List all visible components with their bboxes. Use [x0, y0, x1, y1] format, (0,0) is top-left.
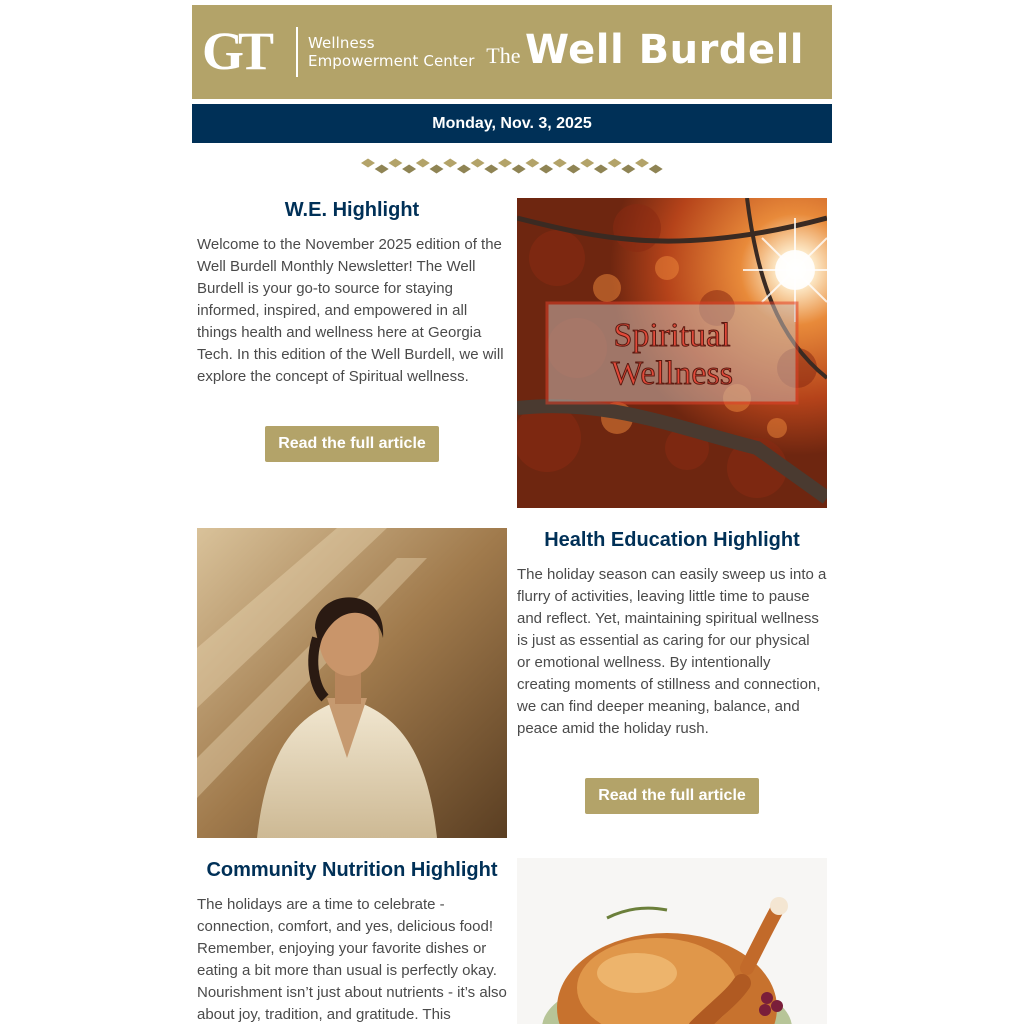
- health-education-section: [192, 528, 832, 838]
- diamond-shape: [430, 165, 444, 174]
- dept-name-line1: Wellness: [308, 34, 375, 52]
- spiritual-wellness-image[interactable]: [517, 198, 827, 508]
- title-prefix: The: [486, 43, 521, 68]
- diamond-shape: [553, 159, 567, 168]
- diamond-shape: [375, 165, 389, 174]
- diamond-shape: [580, 159, 594, 168]
- we-highlight-section: [192, 198, 832, 508]
- diamond-shape: [635, 159, 649, 168]
- diamond-shape: [539, 165, 553, 174]
- diamond-shape: [498, 159, 512, 168]
- diamond-shape: [471, 159, 485, 168]
- diamond-shape: [512, 165, 526, 174]
- diamond-shape: [594, 165, 608, 174]
- image-caption-line2: Wellness: [611, 355, 733, 392]
- svg-text:GT: GT: [202, 25, 269, 79]
- diamond-shape: [567, 165, 581, 174]
- gt-logo: [202, 25, 286, 79]
- diamond-shape: [443, 159, 457, 168]
- image-caption-line1: Spiritual: [613, 317, 731, 354]
- section-body: The holiday season can easily sweep us into a flurry of activities, leaving little time to pause and reflect. Yet, maintaining spiritual wellness is just as essential as caring for our physical or emotional wellness. By intentionally creating moments of stillness and connection, we can find deeper meaning, balance, and peace amid the holiday rush.: [517, 566, 827, 737]
- diamond-shape: [608, 159, 622, 168]
- diamond-shape: [361, 159, 375, 168]
- diamond-divider-icon: [361, 157, 663, 175]
- we-highlight-text: [197, 198, 507, 462]
- date-bar: Monday, Nov. 3, 2025: [192, 104, 832, 143]
- roast-turkey-image[interactable]: [517, 858, 827, 1024]
- newsletter: [192, 5, 832, 175]
- woman-photo: [197, 528, 507, 838]
- turkey-illustration: [517, 858, 827, 1024]
- section-body: The holidays are a time to celebrate - connection, comfort, and yes, delicious food! Remember, enjoying your favorite dishes or eating a bit more than usual is perfectly okay. Nourishment isn’t just about nutrients - it’s also about joy, tradition, and gratitude. This: [197, 896, 507, 1023]
- header-banner: [192, 5, 832, 99]
- section-heading: Health Education Highlight: [544, 529, 800, 551]
- header-divider: [296, 27, 298, 77]
- section-heading: W.E. Highlight: [284, 199, 420, 221]
- diamond-shape: [484, 165, 498, 174]
- community-nutrition-text: [197, 858, 507, 1024]
- meditating-woman-image[interactable]: [197, 528, 507, 838]
- diamond-shape: [525, 159, 539, 168]
- diamond-shape: [388, 159, 402, 168]
- dept-name-line2: Empowerment Center: [308, 52, 475, 70]
- title-name: Well Burdell: [524, 27, 804, 73]
- read-full-article-button[interactable]: Read the full article: [265, 426, 439, 462]
- community-nutrition-section: [192, 858, 832, 1024]
- section-heading: Community Nutrition Highlight: [206, 859, 498, 881]
- newsletter-title: [486, 27, 804, 73]
- diamond-shape: [649, 165, 663, 174]
- section-body: Welcome to the November 2025 edition of the Well Burdell Monthly Newsletter! The Well Burdell is your go-to source for staying informed, inspired, and empowered in all things health and wellness here at Georgia Tech. In this edition of the Well Burdell, we will explore the concept of Spiritual wellness.: [197, 236, 504, 385]
- health-education-text: [517, 528, 827, 814]
- read-full-article-button[interactable]: Read the full article: [585, 778, 759, 814]
- diamond-shape: [402, 165, 416, 174]
- diamond-shape: [457, 165, 471, 174]
- diamond-shape: [621, 165, 635, 174]
- diamond-shape: [416, 159, 430, 168]
- autumn-tree-image: [517, 198, 827, 508]
